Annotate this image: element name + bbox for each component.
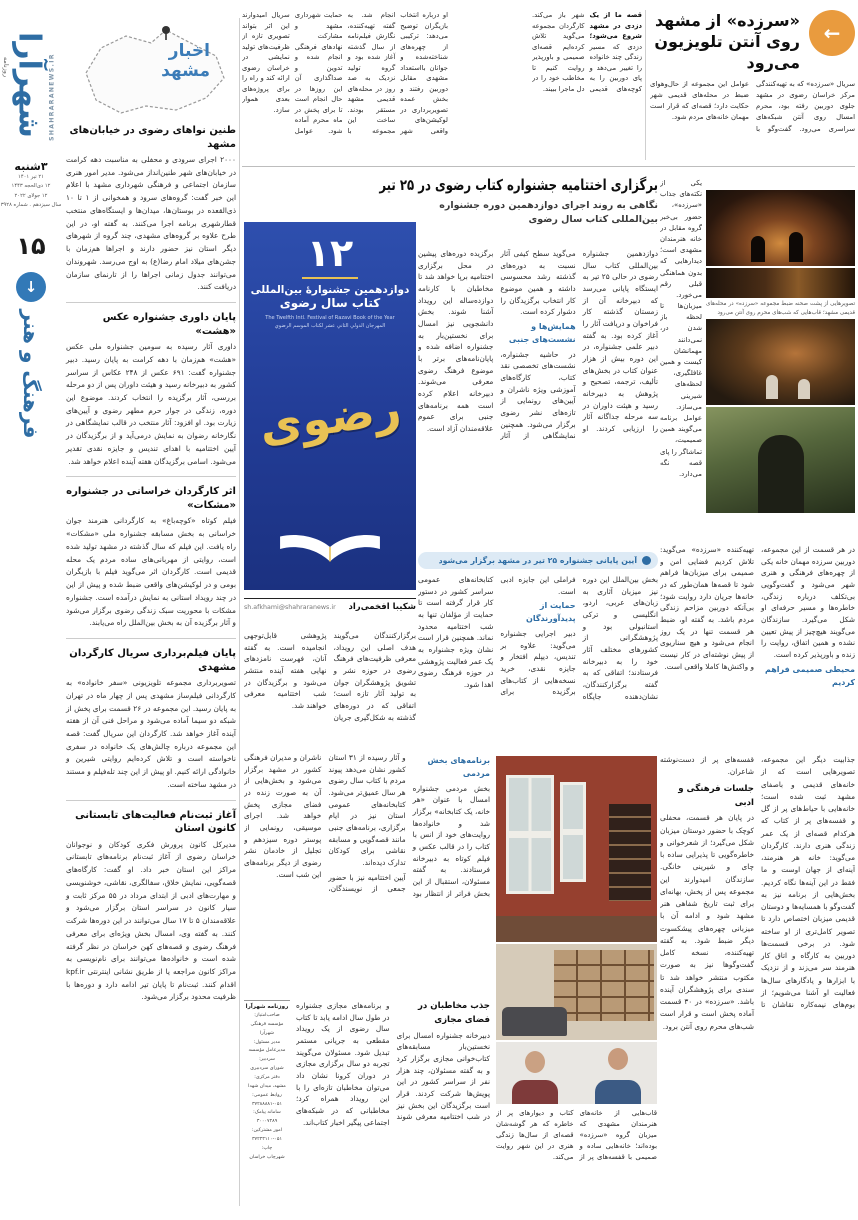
news-headline: پایان فیلم‌برداری سریال کارگردان مشهدی	[69, 648, 236, 673]
top-right-lead: سریال «سرزده» که به تهیه‌کنندگی مرکز خراسان رضوی در مشهد جلوی دوربین رفته بود، محرم امسال روی آنتن شبکه‌های سراسری می‌رود. گفت‌وگو با عوامل این مجموعه از حال‌وهوای ضبط در محله‌های قدیمی شهر حکایت دارد؛ قصه‌ای که قرار است مهمان خانه‌های مردم شود.	[650, 80, 855, 133]
date-line: سال سیزدهم . شماره ۳۹۲۸	[0, 202, 62, 209]
sofa-shape	[502, 1007, 566, 1036]
feature-body-5	[296, 1000, 490, 1206]
photo-theater-3	[706, 319, 855, 405]
photo-stack-homes	[496, 756, 657, 1106]
feature-body-2	[418, 574, 658, 746]
news-headline: آغاز ثبت‌نام فعالیت‌های تابستانی کانون استان	[75, 809, 236, 835]
poster-number: ۱۲	[306, 231, 354, 275]
series-side-column	[660, 178, 702, 536]
window-shape	[506, 775, 554, 894]
masthead-title: روزنامه شهرآرا	[245, 1004, 289, 1010]
news-body: داوری آثار رسیده به سومین جشنواره ملی عکس «هشت» هم‌زمان با دهه کرامت به پایان رسید. دبیر جشنواره گفت: ۶۹۱ عکس از ۲۴۸ عکاس از سراسر کشور به دبیرخانه رسید و هیئت داوران پس از دو مرحله بررسی، آثار برگزیده را انتخاب کردند. موضوع این دوره، زندگی در جوار حرم مطهر رضوی و آیین‌های زیارت بود. او افزود: آثار منتخب در قالب نمایشگاهی در نگارخانه رضوان به نمایش درمی‌آید و از برگزیدگان در آیین اختتامیه با اهدای تندیس و جایزه نقدی تقدیر می‌شود. اسامی برگزیدگان هفته آینده اعلام خواهد شد.	[66, 342, 236, 466]
feature-headline: برگزاری اختتامیه جشنواره کتاب رضوی در ۲۵ تیر	[379, 176, 658, 194]
mashhad-map-graphic	[66, 18, 236, 122]
news-headline: پایان داوری جشنواره عکس «هشت»	[102, 312, 236, 337]
brand-logo: شهرآرا	[11, 32, 47, 138]
article-paragraph: بخش مردمی جشنواره امسال با عنوان «هر خانه، یک کتابخانه» برگزار شد و خانواده‌ها روایت‌های خود از انس با کتاب را در قالب عکس و فیلم کوتاه به دبیرخانه فرستادند. به گفته مسئولان، استقبال از این بخش فراتر از انتظار بود و آثار رسیده از ۳۱ استان کشور نشان می‌دهد پیوند مردم با کتاب سال رضوی هر سال عمیق‌تر می‌شود. کتابخانه‌های عمومی استان نیز در ایام برگزاری، برنامه‌های جنبی مانند قصه‌گویی و مسابقه نقاشی برای کودکان تدارک دیده‌اند.	[328, 753, 490, 898]
article-paragraph: قاب‌هایی از خانه‌های هنرمندان مشهدی که میزبان گروه «سرزده» بوده‌اند؛ خانه‌هایی ساده و صمیمی با قفسه‌های پر از کتاب و دیوارهای پر از خاطره که هر گوشه‌شان قصه‌ای از سال‌ها زندگی هنری در این شهر روایت می‌کند.	[496, 1109, 657, 1162]
article-paragraph: جذابیت دیگر این مجموعه، تصویرهایی است که از خانه‌های قدیمی و باصفای مشهد ثبت شده است؛ خانه‌هایی با حیاط‌های پر از گل و قفسه‌های پر از کتاب که هرکدام قصه‌ای از یک عمر زندگی هنری دارند. کارگردان می‌گوید: خانه هر هنرمند، آینه‌ای از جهان اوست و ما فقط در این آینه‌ها نگاه کردیم. بخش‌هایی از برنامه نیز به گفت‌وگو با همسایه‌ها و دوستان قدیمی میزبان اختصاص دارد تا تصویر کامل‌تری از او ساخته شود. در برخی قسمت‌ها دوربین به کارگاه و اتاق کار هنرمند سر می‌زند و از نزدیک با ابزارها و یادگارهای سال‌ها فعالیت او آشنا می‌شویم؛ از بوم‌های نیمه‌کاره نقاشان تا قفسه‌های پر از دست‌نوشته شاعران.	[660, 755, 855, 1009]
festival-poster	[244, 222, 416, 590]
article-paragraph: دوازدهمین جشنواره بین‌المللی کتاب سال رضوی در حالی ۲۵ تیر به ایستگاه پایانی می‌رسد که دبیرخانه آن از زمستان گذشته کار فراخوان و دریافت آثار را آغاز کرده بود. به گفته دبیر علمی جشنواره، در این دوره بیش از هزار عنوان کتاب در بخش‌های تألیف، ترجمه، تصحیح و پژوهش به دبیرخانه رسید و هیئت داوران در سه مرحله جداگانه آثار را ارزیابی کردند. او می‌گوید سطح کیفی آثار نسبت به دوره‌های گذشته رشد محسوسی داشته و همین موضوع کار انتخاب برگزیدگان را دشوار کرده است.	[500, 249, 658, 434]
masthead-line: شهرچاپ خراسان	[249, 1154, 285, 1160]
article-subhead: حمایت از پدیدآورندگان	[525, 601, 576, 624]
news-section-title: اخبار مشهد	[161, 41, 210, 81]
weekday-label: ۳شنبه	[14, 160, 48, 173]
website-label: SHAHRARANEWS.IR	[48, 53, 56, 141]
article-subhead: جلسات فرهنگی و ادبی	[678, 783, 754, 808]
top-article-text: او درباره انتخاب بازیگران توضیح می‌دهد: ترکیبی از چهره‌های شناخته‌شده و جوانان بااستعداد مشهدی مقابل دوربین رفتند و بخش عمده تصویربرداری در لوکیشن‌های واقعی شهر انجام شد. به گفته تهیه‌کننده، نگارش فیلم‌نامه از سال گذشته آغاز شده بود و گروه تولید نزدیک به صد روز در محله‌های قدیمی مشهد مستقر بودند. ساخت این مجموعه با حمایت شهرداری مشهد و مشارکت نهادهای فرهنگی انجام شده و تدوین و صداگذاری آن این روزها در حال انجام است تا برای پخش در ماه محرم آماده شود. عوامل سریال امیدوارند این اثر بتواند تصویری تازه از ظرفیت‌های تولید نمایشی در خراسان رضوی ارائه کند و راه را برای پروژه‌های بعدی هموار سازد.	[242, 11, 448, 135]
masthead-line: ۳۷۲۸۸۸۸۱-۰۵۱	[251, 1101, 283, 1107]
news-item	[66, 311, 236, 468]
feature-body-4	[244, 752, 490, 996]
photo-caption: تصویرهایی از پشت صحنه ضبط مجموعه «سرزده» در محله‌های قدیمی مشهد؛ قاب‌هایی که شب‌های محرم روی آنتن می‌رود	[706, 301, 855, 316]
masthead-line: مشهد، میدان شهدا	[248, 1083, 286, 1089]
article-paragraph: دبیرخانه جشنواره امسال برای نخستین‌بار مسابقه‌های کتاب‌خوانی مجازی برگزار کرد و به گفته مسئولان، چند هزار نفر از سراسر کشور در این پویش‌ها شرکت کردند. قرار است برگزیدگان این بخش نیز در شب اختتامیه معرفی شوند و برنامه‌های مجازی جشنواره در طول سال ادامه یابد تا کتاب سال رضوی از یک رویداد مقطعی به جریانی مستمر تبدیل شود. مسئولان می‌گویند تجربه دو سال برگزاری مجازی در دوران کرونا نشان داد می‌توان مخاطبان تازه‌ای را با این رویداد همراه کرد؛ مخاطبانی که در شبکه‌های اجتماعی پیگیر اخبار کتاب‌اند.	[296, 1001, 490, 1127]
mashhad-news-column	[66, 18, 236, 1004]
masthead-line: ۳۷۲۴۳۱۱۰-۰۵۱	[251, 1137, 283, 1143]
masthead-line: دفتر مرکزی:	[254, 1075, 280, 1081]
section-label: فرهنگ و هنر	[19, 309, 43, 438]
article-paragraph: یکی از نکته‌های جذاب «سرزده»، حضور بی‌خبر گروه مقابل در خانه هنرمندان مشهدی است؛ دیدارهایی که بدون هماهنگی قبلی رقم می‌خورد. میزبان‌ها تا لحظه باز شدن در، نمی‌دانند مهمانشان کیست و همین غافلگیری، لحظه‌های شیرینی می‌سازد. عوامل برنامه می‌گویند همین صمیمیت، تماشاگر را پای قصه نگه می‌دارد.	[660, 179, 702, 478]
open-book-icon	[278, 532, 382, 568]
article-subhead: محیطی صمیمی فراهم کردیم	[764, 664, 855, 687]
article-paragraph: بخش بین‌الملل این دوره نیز میزبان آثاری به زبان‌های عربی، اردو، انگلیسی و ترکی استانبولی بود و پژوهشگرانی از کشورهای مختلف آثار خود را به دبیرخانه فرستادند؛ اتفاقی که به گفته برگزارکنندگان، نشان‌دهنده جایگاه فراملی این جایزه ادبی است.	[500, 575, 658, 701]
article-paragraph: آیین اختتامیه نیز با حضور جمعی از نویسندگان، ناشران و مدیران فرهنگی کشور در مشهد برگزار می‌شود و بخش‌هایی از آن به صورت زنده در فضای مجازی پخش خواهد شد. اجرای موسیقی، رونمایی از پوستر دوره سیزدهم و تجلیل از خادمان نشر رضوی از دیگر برنامه‌های این شب است.	[244, 753, 406, 894]
bookshelf-shape	[609, 804, 651, 901]
feature-subhead: نگاهی به روند اجرای دوازدهمین دوره جشنواره بین‌المللی کتاب سال رضوی	[439, 200, 658, 226]
figure-silhouette	[789, 232, 803, 262]
byline-name: شکیبا افخمی‌راد	[348, 602, 416, 612]
divider	[66, 638, 236, 639]
divider	[242, 166, 855, 167]
photo-theater-2	[706, 268, 855, 298]
feature-header	[379, 176, 658, 228]
daily-label: روزنامه	[2, 56, 10, 78]
ornament-line	[302, 277, 358, 279]
series-body-low	[660, 754, 855, 1204]
poster-title-en: The Twelfth Intl. Festival of Razavi Book of the Year	[265, 315, 395, 321]
article-paragraph: در هر قسمت از این مجموعه، دوربین سرزده مهمان خانه یکی از چهره‌های فرهنگی و هنری شهر می‌شود و گفت‌وگویی بی‌تکلف درباره زندگی، خاطره‌ها و مسیر حرفه‌ای او شکل می‌گیرد. سازندگان می‌گویند هیچ‌چیز از پیش تعیین نشده و همین اتفاق، روایت را زنده و باورپذیر کرده است.	[761, 545, 855, 660]
poster-calligraphy: رضوی	[255, 380, 405, 454]
photo-room-shelves	[496, 944, 657, 1040]
top-right-headline: «سرزده» از مشهد روی آنتن تلویزیون می‌رود	[654, 11, 800, 73]
poster-title-fa2: کتاب سال رضوی	[279, 296, 381, 310]
news-item	[66, 647, 236, 792]
figure-silhouette	[751, 236, 765, 262]
masthead-line: سامانه پیامک:	[253, 1110, 281, 1116]
masthead-line: ۳۰۰۰۷۲۸۹	[256, 1119, 278, 1125]
article-paragraph: در حاشیه جشنواره، نشست‌های تخصصی نقد کتاب، کارگاه‌های آموزشی ویژه ناشران و آیین‌های رونمایی از تازه‌های نشر رضوی برگزار می‌شود. همچنین نمایشگاهی از آثار برگزیده دوره‌های پیشین در محل برگزاری اختتامیه برپا خواهد شد تا مخاطبان با کارنامه دوازده‌ساله این رویداد آشنا شوند. بخش دانشجویی نیز امسال برای نخستین‌بار به جشنواره اضافه شده و پایان‌نامه‌های برتر با موضوع فرهنگ رضوی معرفی می‌شوند. دبیرخانه اعلام کرده است همه برنامه‌های جنبی برای عموم علاقه‌مندان آزاد است.	[418, 249, 576, 441]
series-badge-icon	[809, 10, 855, 56]
pull-quote-bar: آیین پایانی جشنواره ۲۵ تیر در مشهد برگزار می‌شود	[418, 552, 658, 569]
divider	[66, 302, 236, 303]
photo-stack-top	[706, 190, 855, 515]
masthead-line: صاحب‌امتیاز:	[254, 1013, 280, 1018]
series-announce-block	[650, 10, 855, 162]
poster-title-fa: دوازدهمین جشنوارهٔ بین‌المللی	[250, 284, 410, 296]
torso-shape	[595, 1080, 641, 1104]
masthead-line: روابط عمومی:	[252, 1092, 282, 1098]
masthead-line: مدیر مسئول:	[253, 1039, 281, 1045]
page-arrow-icon: ↓	[16, 272, 46, 302]
news-item	[66, 124, 236, 294]
lead-sentence: قصه ما از یک دزدی در مشهد شروع می‌شود؛	[589, 11, 642, 41]
window-shape	[560, 782, 586, 882]
masthead-line: شورای سردبیری	[250, 1066, 284, 1072]
masthead-line: مؤسسه فرهنگی شهرآرا	[250, 1021, 284, 1036]
feature-body-3	[244, 630, 416, 746]
photo-guests	[496, 1042, 657, 1104]
column-rule	[239, 18, 240, 1206]
news-body: فیلم کوتاه «کوچه‌باغ» به کارگردانی هنرمند جوان خراسانی به بخش مسابقه جشنواره ملی «مشکات» راه یافت. این فیلم که سال گذشته در مشهد تولید شده است، روایتی از مهربانی‌های ساده مردم یک محله قدیمی است. کارگردان اثر می‌گوید فیلم با بازیگران بومی و در لوکیشن‌های واقعی ضبط شده و پیش از این در چند رویداد استانی به نمایش درآمده است. جشنواره مشکات با محوریت سبک زندگی رضوی برگزار می‌شود و آثار برگزیده آن به بخش بین‌الملل راه می‌یابند.	[66, 516, 236, 628]
calendar-icon	[642, 556, 651, 565]
series-body-mid	[660, 544, 855, 746]
page-number: ۱۵	[16, 232, 46, 260]
photo-footnote	[496, 1108, 657, 1204]
figure-silhouette	[798, 379, 810, 399]
news-item	[66, 809, 236, 1005]
date-line: ۱۲ ذی‌الحجه ۱۴۴۳	[11, 183, 51, 190]
article-subhead: همایش‌ها و نشست‌های جنبی	[508, 322, 576, 344]
face-shape	[525, 1051, 545, 1073]
news-item	[66, 485, 236, 630]
news-body: ۲۰۰۰ اجرای سرودی و محفلی به مناسبت دهه کرامت در خیابان‌های شهر طنین‌انداز می‌شود. مدیر امور هنری سازمان اجتماعی و فرهنگی شهرداری مشهد با اعلام این خبر گفت: گروه‌های سرود و همخوانی از ۱ تا ۱۰ ذی‌القعده در بوستان‌ها، میدان‌ها و ایستگاه‌های منتخب قطارشهری برنامه اجرا می‌کنند. به گفته او، در این طرح علاوه بر گروه‌های مشهدی، چند گروه از شهرهای دیگر استان نیز حضور دارند و اجراها هم‌زمان با جشن‌های میلاد امام رضا(ع) به اوج می‌رسد. شهروندان می‌توانند جدول زمانی اجراها را از تارنمای سازمان دریافت کنند.	[66, 155, 237, 292]
byline	[244, 598, 416, 612]
floor-shape	[496, 916, 657, 942]
top-article-lead: قصه ما از یک دزدی در مشهد شروع می‌شود؛ دزدی که مسیر زندگی چند خانواده را تغییر می‌دهد و پای دوربین را به کوچه‌های قدیمی شهر باز می‌کند. کارگردان مجموعه می‌گوید تلاش کرده‌ایم قصه‌ای صمیمی و باورپذیر روایت کنیم تا مخاطب خود را در دل ماجرا ببیند.	[532, 11, 642, 93]
issue-date	[0, 160, 62, 210]
torso-shape	[512, 1080, 558, 1104]
figure-silhouette	[766, 375, 778, 399]
news-body: مدیرکل کانون پرورش فکری کودکان و نوجوانان خراسان رضوی از آغاز ثبت‌نام برنامه‌های تابستانی مراکز این استان خبر داد. او گفت: کارگاه‌های قصه‌گویی، نمایش خلاق، سفالگری، نقاشی، خوشنویسی و مهارت‌های ادبی از ابتدای مرداد در ۵۵ مرکز ثابت و سیار کانون در سراسر استان برگزار می‌شود و علاقه‌مندان ۵ تا ۱۷ سال می‌توانند در این دوره‌ها شرکت کنند. به گفته وی، امسال بخش ویژه‌ای برای معرفی فرهنگ رضوی و قصه‌های کهن خراسان در نظر گرفته شده است و خانواده‌ها می‌توانند برای نام‌نویسی به مراکز کانون مراجعه یا از طریق نشانی اینترنتی kpf.ir اقدام کنند. ثبت‌نام تا پایان تیر ادامه دارد و دوره‌ها با ظرفیت محدود برگزار می‌شود.	[66, 839, 236, 1002]
map-outline-icon	[66, 18, 236, 122]
feature-body-1	[418, 248, 658, 548]
face-shape	[608, 1048, 628, 1070]
poster-title-ar: المهرجان الدولي الثاني عشر لكتاب الموسم الرضوي	[274, 323, 386, 329]
photo-room-red	[496, 756, 657, 942]
date-line: ۱۲ جولای ۲۰۲۲	[14, 192, 48, 199]
divider	[66, 476, 236, 477]
photo-theater-1	[706, 190, 855, 266]
bookshelf-shape	[554, 950, 654, 1021]
masthead	[244, 1000, 290, 1210]
masthead-line: چاپ:	[261, 1145, 273, 1151]
article-paragraph: تهیه‌کننده «سرزده» می‌گوید: تلاش کردیم فضایی امن و صمیمی برای میزبان‌ها فراهم شود تا قصه‌ها همان‌طور که در خانه‌ها جریان دارد روایت شود؛ بی‌آنکه دوربین مزاحم زندگی مردم باشد. به گفته او، ضبط هر قسمت تنها در یک روز انجام می‌شود و هیچ سناریوی از پیش نوشته‌ای در کار نیست و واکنش‌ها کاملا واقعی است.	[660, 545, 754, 671]
masthead-line: امور مشترکین:	[251, 1128, 283, 1134]
arrow-left-icon: ←	[823, 21, 841, 45]
figure-silhouette	[758, 435, 804, 513]
byline-email: sh.afkhami@shahraranews.ir	[244, 603, 336, 611]
news-headline: اثر کارگردان خراسانی در جشنواره «مشکات»	[66, 486, 236, 511]
rail	[0, 0, 62, 1220]
news-body: تصویربرداری مجموعه تلویزیونی «سفر خانواده» به کارگردانی فیلم‌ساز مشهدی پس از چهار ماه در تهران به پایان رسید. این مجموعه در ۲۶ قسمت برای پخش از شبکه دو سیما آماده می‌شود و مراحل فنی آن از هفته آینده آغاز خواهد شد. کارگردان این سریال گفت: قصه این مجموعه درباره چالش‌های یک خانواده در سفری ناخواسته است و تلاش کرده‌ایم روایتی شیرین و خانوادگی ارائه کنیم. او پیش از این چند تله‌فیلم و مستند در مشهد ساخته است.	[66, 678, 237, 789]
article-paragraph: برگزارکنندگان می‌گویند هدف اصلی این رویداد، معرفی ظرفیت‌های فرهنگ رضوی در حوزه نشر و تشویق پژوهشگران جوان به تولید آثار تازه است؛ اتفاقی که در دوره‌های گذشته به شکل‌گیری جریان پژوهشی قابل‌توجهی انجامیده است. به گفته آنان، فهرست نامزدهای نهایی هفته آینده منتشر می‌شود و برگزیدگان در شب اختتامیه معرفی خواهند شد.	[244, 631, 416, 722]
column-rule	[645, 10, 646, 160]
article-subhead: جذب مخاطبان در فضای مجازی	[417, 1001, 490, 1025]
masthead-line: سردبیر:	[259, 1057, 275, 1063]
news-headline: طنین نواهای رضوی در خیابان‌های مشهد	[69, 125, 236, 150]
masthead-line: مدیرعامل مؤسسه	[248, 1048, 286, 1054]
article-paragraph: دبیر اجرایی جشنواره می‌گوید: علاوه بر تندیس، دیپلم افتخار و جایزه نقدی، خرید نسخه‌هایی از کتاب‌های برگزیده برای کتابخانه‌های عمومی سراسر کشور در دستور کار قرار گرفته است تا حمایت از مؤلفان تنها به شب اختتامیه محدود نماند. همچنین قرار است نشان ویژه جشنواره به یک عمر فعالیت پژوهشی در حوزه فرهنگ رضوی اهدا شود.	[418, 575, 576, 697]
divider	[66, 800, 236, 801]
article-paragraph: در پایان هر قسمت، محفلی کوچک با حضور دوستان میزبان شکل می‌گیرد؛ از شعرخوانی و خاطره‌گویی تا پذیرایی ساده با چای و شیرینی خانگی. سازندگان امیدوارند این مجموعه پس از پخش، بهانه‌ای برای ثبت تاریخ شفاهی هنر مشهد شود و ادامه آن با میزبانی چهره‌های پیشکسوت دیگر ضبط شود. به گفته تهیه‌کننده، نسخه کامل گفت‌وگوها نیز به صورت مکتوب منتشر خواهد شد تا سندی برای پژوهشگران آینده باشد. «سرزده» در ۳۰ قسمت آماده پخش است و قرار است شب‌های محرم روی آنتن برود.	[660, 813, 755, 1031]
photo-portrait-garden	[706, 407, 855, 513]
date-line: ۲۱ تیر ۱۴۰۱	[18, 174, 44, 180]
article-subhead: برنامه‌های بخش مردمی	[427, 756, 490, 778]
